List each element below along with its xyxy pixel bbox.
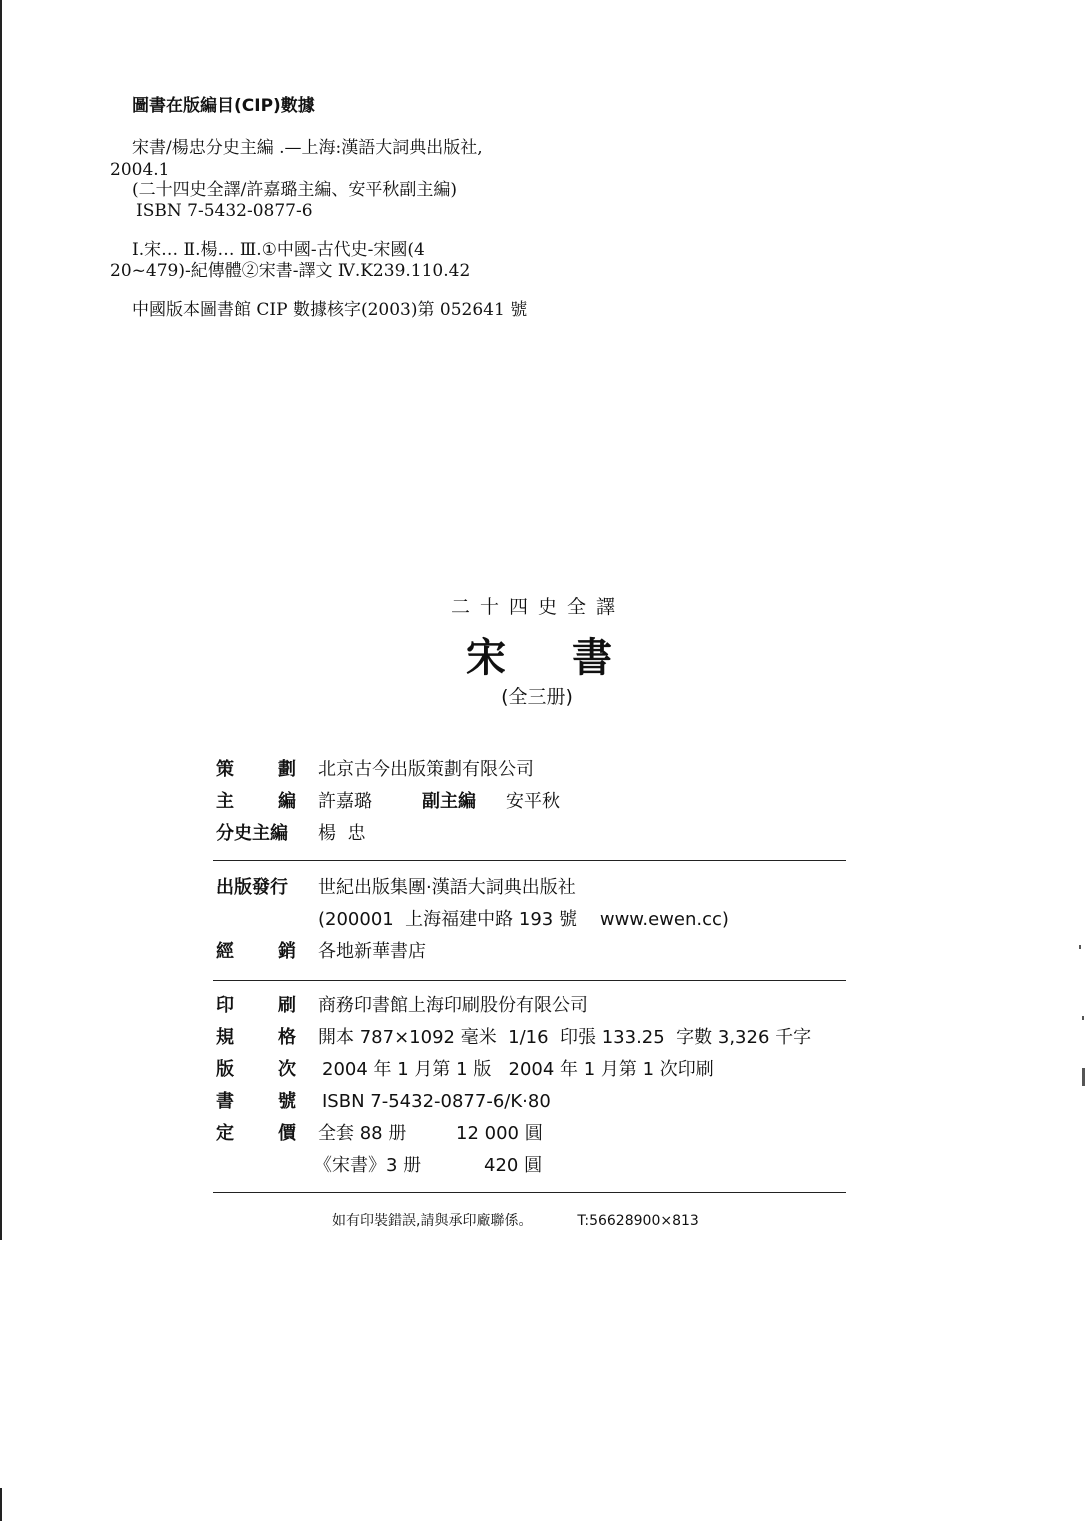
label-char: 刷	[278, 995, 296, 1016]
distributor-value: 各地新華書店	[318, 941, 426, 962]
publisher-value: 世紀出版集團·漢語大詞典出版社	[318, 877, 576, 898]
distributor-label	[216, 941, 296, 963]
label-char: 號	[278, 1091, 296, 1112]
sub-editor-label: 分史主編	[216, 823, 288, 844]
edition-label	[216, 1059, 296, 1081]
label-char: 劃	[278, 759, 296, 780]
editor-value: 許嘉璐	[318, 791, 372, 812]
label-char: 次	[278, 1059, 296, 1080]
divider	[213, 1192, 846, 1193]
scan-speck	[1082, 1068, 1085, 1086]
cip-classification: Ⅰ.宋… Ⅱ.楊… Ⅲ.①中國-古代史-宋國(4	[132, 240, 425, 260]
price-book-amount: 420 圓	[484, 1155, 543, 1176]
cip-number: 中國版本圖書館 CIP 數據核字(2003)第 052641 號	[132, 300, 528, 320]
publisher-label: 出版發行	[216, 877, 288, 898]
spec-value: 開本 787×1092 毫米 1/16 印張 133.25 字數 3,326 千字	[318, 1027, 812, 1048]
price-set-amount: 12 000 圓	[456, 1123, 543, 1144]
label-char: 印	[216, 995, 234, 1016]
deputy-editor-label: 副主編	[422, 791, 476, 812]
cip-line: 2004.1	[110, 160, 170, 180]
label-char: 價	[278, 1123, 296, 1144]
divider	[213, 980, 846, 981]
phone-number: T:56628900×813	[577, 1213, 699, 1229]
publisher-address: (200001 上海福建中路 193 號 www.ewen.cc)	[318, 909, 729, 930]
scan-speck	[1082, 1016, 1084, 1020]
label-char: 策	[216, 759, 234, 780]
label-char: 銷	[278, 941, 296, 962]
printer-label	[216, 995, 296, 1017]
cip-classification: 20~479)-紀傳體②宋書-譯文 Ⅳ.K239.110.42	[110, 261, 471, 281]
deputy-editor-value: 安平秋	[506, 791, 560, 812]
book-title: 宋書	[466, 634, 678, 681]
error-notice: 如有印裝錯誤,請與承印廠聯係。	[332, 1213, 533, 1229]
label-char: 編	[278, 791, 296, 812]
cip-line: 宋書/楊忠分史主編 .—上海:漢語大詞典出版社,	[132, 138, 483, 158]
printer-value: 商務印書館上海印刷股份有限公司	[318, 995, 588, 1016]
label-char: 定	[216, 1123, 234, 1144]
divider	[213, 860, 846, 861]
cip-line: (二十四史全譯/許嘉璐主編、安平秋副主編)	[132, 180, 457, 200]
label-char: 格	[278, 1027, 296, 1048]
label-char: 書	[216, 1091, 234, 1112]
editor-label	[216, 791, 296, 813]
scan-edge-line	[0, 0, 2, 1240]
cip-isbn: ISBN 7-5432-0877-6	[136, 201, 313, 221]
series-title: 二十四史全譯	[450, 596, 626, 618]
edition-value: 2004 年 1 月第 1 版 2004 年 1 月第 1 次印刷	[322, 1059, 714, 1080]
scan-speck	[1079, 945, 1081, 949]
isbn-value: ISBN 7-5432-0877-6/K·80	[322, 1091, 551, 1112]
price-book: 《宋書》3 册	[314, 1155, 422, 1176]
label-char: 版	[216, 1059, 234, 1080]
isbn-label	[216, 1091, 296, 1113]
label-char: 規	[216, 1027, 234, 1048]
scan-edge-line-bottom	[0, 1488, 2, 1521]
price-set: 全套 88 册	[318, 1123, 407, 1144]
planning-value: 北京古今出版策劃有限公司	[318, 759, 534, 780]
footer	[332, 1210, 699, 1230]
volume-count: (全三册)	[501, 686, 573, 708]
sub-editor-value: 楊 忠	[318, 823, 366, 844]
planning-label	[216, 759, 296, 781]
cip-heading: 圖書在版編目(CIP)數據	[132, 96, 315, 116]
price-label	[216, 1123, 296, 1145]
label-char: 經	[216, 941, 234, 962]
label-char: 主	[216, 791, 234, 812]
spec-label	[216, 1027, 296, 1049]
